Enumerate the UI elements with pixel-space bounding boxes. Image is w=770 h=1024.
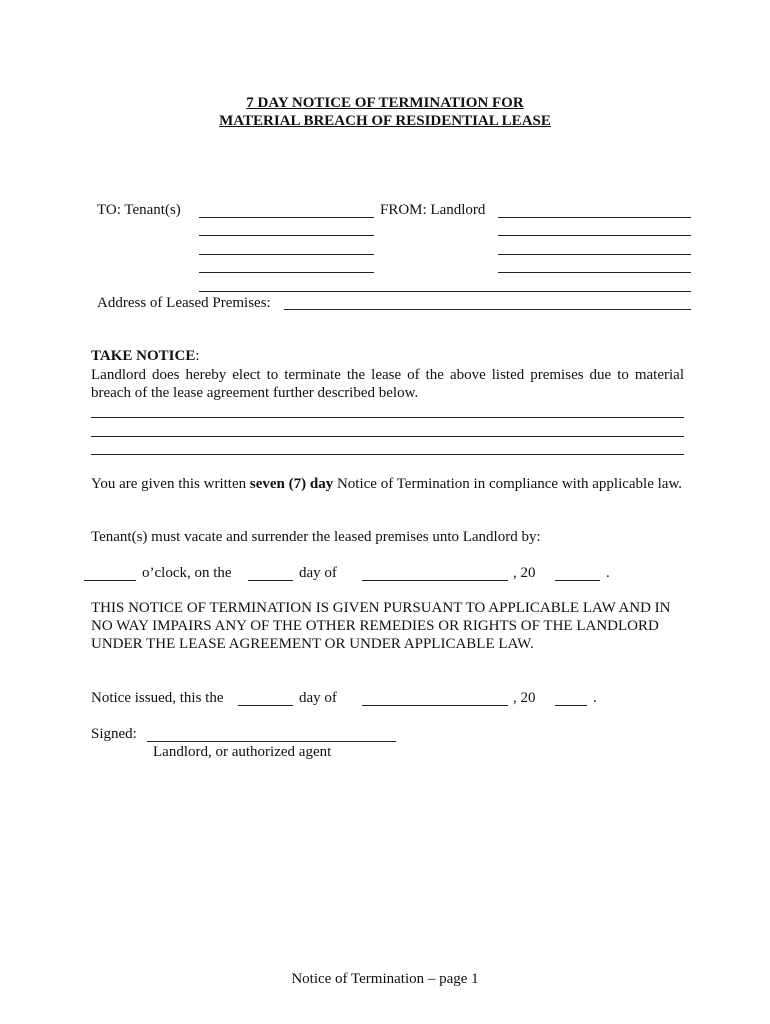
landlord-field-1[interactable] [498,217,691,218]
landlord-label: FROM: Landlord [380,202,486,218]
issued-year-field[interactable] [555,705,587,706]
address-label: Address of Leased Premises: [97,295,271,311]
vacate-day-field[interactable] [248,580,293,581]
issued-year-prefix: , 20 [513,690,536,706]
take-notice-heading [91,348,200,365]
given-prefix: You are given this written [91,476,247,492]
breach-description-line-2[interactable] [91,436,684,437]
breach-description-line-1[interactable] [91,417,684,418]
issued-day-field[interactable] [238,705,293,706]
tenant-label: TO: Tenant(s) [97,202,181,218]
take-notice-heading-text: TAKE NOTICE [91,348,196,364]
given-bold: seven (7) day [249,476,334,492]
legal-statement: THIS NOTICE OF TERMINATION IS GIVEN PURSUANT TO APPLICABLE LAW AND IN NO WAY IMPAIRS ANY OF THE OTHER REMEDIES OR RIGHTS OF THE LANDLORD UNDER THE LEASE AGREEMENT OR UNDER APPLICABLE LAW. [91,600,671,652]
vacate-text: Tenant(s) must vacate and surrender the leased premises unto Landlord by: [91,529,541,545]
given-suffix: Notice of Termination in compliance with applicable law. [336,476,683,492]
signature-field[interactable] [147,741,396,742]
issued-day-of-label: day of [299,690,337,706]
vacate-day-of-label: day of [299,565,337,581]
given-paragraph [91,475,684,493]
document-title-line-2: MATERIAL BREACH OF RESIDENTIAL LEASE [219,113,551,129]
take-notice-colon: : [195,348,200,364]
signature-caption: Landlord, or authorized agent [153,744,332,760]
signed-label: Signed: [91,726,137,742]
vacate-oclock-label: o’clock, on the [142,565,232,581]
address-field-line-2[interactable] [284,309,691,310]
vacate-year-field[interactable] [555,580,600,581]
landlord-field-2[interactable] [498,235,691,236]
landlord-field-3[interactable] [498,254,691,255]
tenant-field-4[interactable] [199,272,374,273]
issued-label: Notice issued, this the [91,690,224,706]
issued-month-field[interactable] [362,705,508,706]
notice-body: Landlord does hereby elect to terminate the lease of the above listed premises due to material breach of the lease agreement further described below. [91,367,684,401]
tenant-field-2[interactable] [199,235,374,236]
vacate-year-prefix: , 20 [513,565,536,581]
tenant-field-3[interactable] [199,254,374,255]
document-title-line-1: 7 DAY NOTICE OF TERMINATION FOR [246,95,524,111]
vacate-hour-field[interactable] [84,580,136,581]
issued-period: . [593,690,597,706]
breach-description-line-3[interactable] [91,454,684,455]
page-footer: Notice of Termination – page 1 [291,971,479,987]
vacate-period: . [606,565,610,581]
tenant-field-1[interactable] [199,217,374,218]
address-field-line-1[interactable] [199,291,691,292]
landlord-field-4[interactable] [498,272,691,273]
vacate-month-field[interactable] [362,580,508,581]
